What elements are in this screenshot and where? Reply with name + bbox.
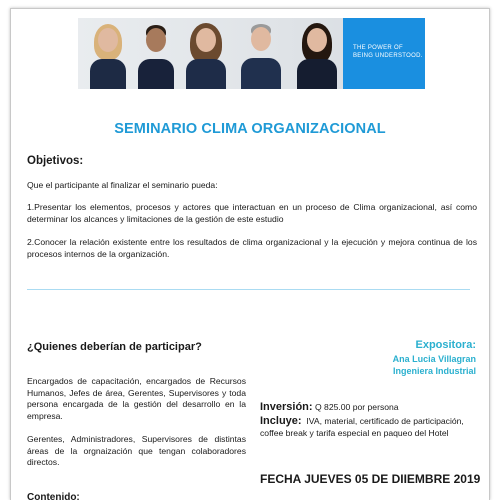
event-date: FECHA JUEVES 05 DE DIIEMBRE 2019 (260, 472, 481, 486)
person-photo (296, 18, 338, 89)
objetivo-1: 1.Presentar los elementos, procesos y actores que interactuan en un proceso de Clima organizacional, así como determinar los alcances y limitaciones de la gestión de este estudio (27, 202, 477, 224)
participantes-text-1: Encargados de capacitación, encargados de Recursos Humanos, Jefes de área, Gerentes, Supervisores y toda persona encargada de la gestión del desarrollo en la empresa. (27, 376, 246, 421)
expositora-role: Ingeniera Industrial (392, 366, 476, 376)
person-photo (88, 18, 128, 89)
inversion-value: Q 825.00 por persona (314, 402, 399, 412)
header-banner (78, 18, 425, 89)
page-title: SEMINARIO CLIMA ORGANIZACIONAL (114, 121, 386, 137)
inversion (260, 402, 475, 414)
inversion-label: Inversión: (260, 401, 313, 413)
tagline-panel (343, 18, 425, 89)
expositora-label: Expositora: (415, 339, 476, 351)
expositora-name: Ana Lucia Villagran (392, 354, 476, 364)
section-divider (27, 289, 470, 290)
participantes-text-2: Gerentes, Administradores, Supervisores de distintas áreas de la orgnaización que tengan colaboradores directos. (27, 434, 246, 467)
objetivos-intro: Que el participante al finalizar el seminario pueda: (27, 180, 218, 190)
incluye-value: IVA, material, certificado de participación, coffee break y tarifa especial en paqueo del Hotel (260, 416, 464, 438)
objetivo-2: 2.Conocer la relación existente entre los resultados de clima organizacional y la ejecución y mejora continua de los procesos internos de la organización. (27, 237, 477, 259)
person-photo (136, 18, 176, 89)
tagline: THE POWER OF BEING UNDERSTOOD. (353, 45, 423, 59)
participantes-heading: ¿Quienes deberían de participar? (27, 341, 202, 353)
incluye (260, 416, 475, 439)
objetivos-heading: Objetivos: (27, 155, 84, 167)
contenido-heading: Contenido: (27, 492, 80, 500)
incluye-label: Incluye: (260, 415, 302, 427)
person-photo (240, 18, 282, 89)
person-photo (184, 18, 228, 89)
